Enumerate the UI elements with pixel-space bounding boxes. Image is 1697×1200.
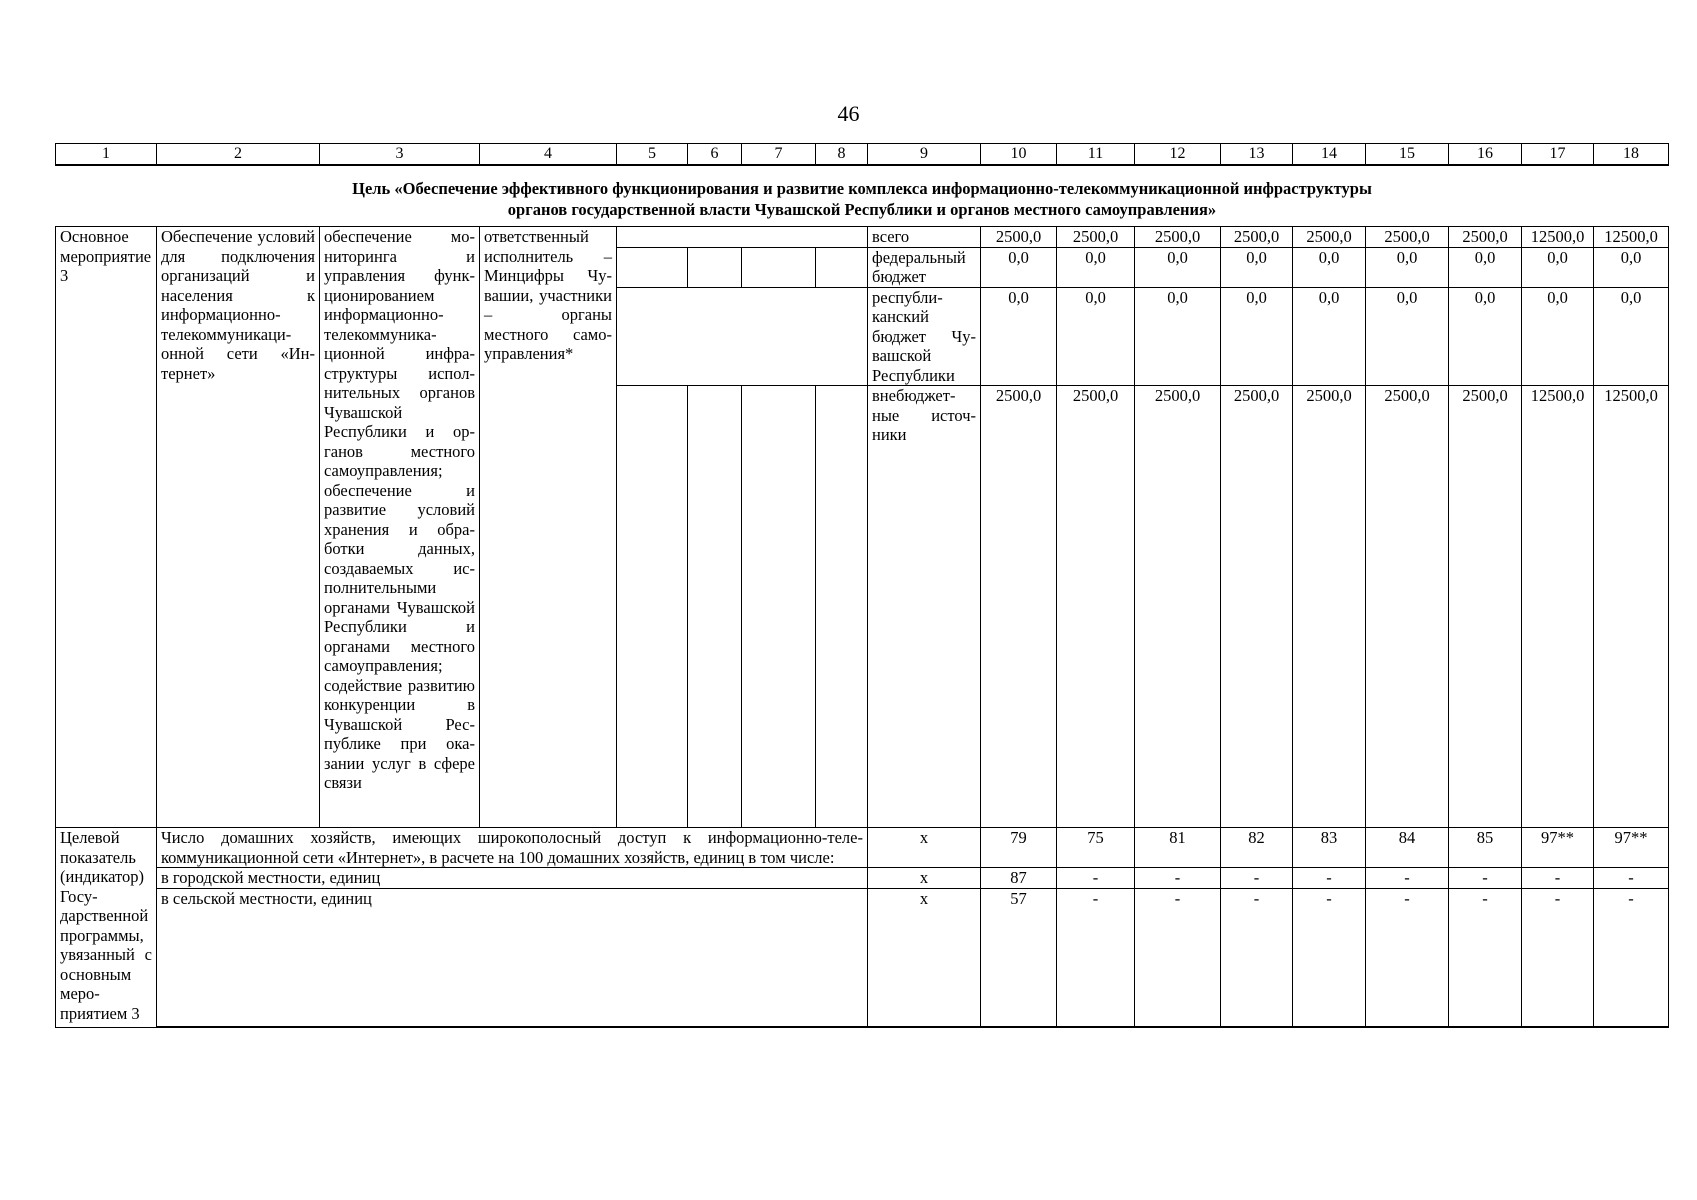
indicator-name: Число домашних хозяйств, имеющих широкополосный доступ к информационно-телекоммуникационной сети «Интернет», в расчете на 100 домашних хозяйств, единиц в том числе: — [157, 828, 868, 868]
empty-code-cell — [688, 386, 742, 828]
col-header: 16 — [1449, 144, 1522, 166]
indicator-value: 82 — [1221, 828, 1293, 868]
indicator-value: 75 — [1057, 828, 1135, 868]
funding-value: 0,0 — [1522, 247, 1594, 287]
indicator-value: - — [1449, 888, 1522, 1027]
indicator-value: - — [1135, 868, 1221, 889]
funding-value: 2500,0 — [1366, 227, 1449, 248]
funding-value: 0,0 — [1221, 247, 1293, 287]
col-header: 9 — [868, 144, 981, 166]
col-header: 4 — [480, 144, 617, 166]
col-header: 8 — [816, 144, 868, 166]
goal-row — [56, 165, 1669, 227]
funding-value: 0,0 — [1449, 287, 1522, 386]
empty-code-cell — [742, 386, 816, 828]
col-header: 1 — [56, 144, 157, 166]
goal-title-line1: Цель «Обеспечение эффективного функционирования и развитие комплекса информационно-телекоммуникационной инфраструктуры — [352, 179, 1372, 198]
indicator-value: - — [1293, 868, 1366, 889]
funding-value: 12500,0 — [1594, 227, 1669, 248]
funding-value: 2500,0 — [981, 227, 1057, 248]
indicator-row-rural — [56, 888, 1669, 1027]
funding-value: 2500,0 — [1366, 386, 1449, 828]
funding-value: 0,0 — [981, 287, 1057, 386]
col-header: 7 — [742, 144, 816, 166]
funding-value: 2500,0 — [1057, 227, 1135, 248]
col-header: 18 — [1594, 144, 1669, 166]
indicator-value: 87 — [981, 868, 1057, 889]
col-header: 11 — [1057, 144, 1135, 166]
empty-code-cell — [617, 227, 868, 248]
indicator-value: - — [1594, 868, 1669, 889]
funding-source: федеральный бюджет — [868, 247, 981, 287]
empty-code-cell — [617, 386, 688, 828]
indicator-value: - — [1221, 888, 1293, 1027]
funding-row-total — [56, 227, 1669, 248]
empty-code-cell — [816, 247, 868, 287]
funding-value: 0,0 — [1366, 287, 1449, 386]
indicator-value: 83 — [1293, 828, 1366, 868]
col-header: 13 — [1221, 144, 1293, 166]
funding-value: 0,0 — [1293, 247, 1366, 287]
activity-executor: ответственный исполнитель – Минцифры Чувашии, участники – органы местного самоуправления* — [480, 227, 617, 828]
indicator-unit: х — [868, 888, 981, 1027]
funding-value: 0,0 — [1057, 247, 1135, 287]
indicator-value: - — [1594, 888, 1669, 1027]
funding-value: 0,0 — [981, 247, 1057, 287]
funding-value: 12500,0 — [1594, 386, 1669, 828]
funding-value: 2500,0 — [1293, 227, 1366, 248]
indicator-unit: х — [868, 828, 981, 868]
indicator-value: - — [1366, 888, 1449, 1027]
column-number-row — [56, 144, 1669, 166]
empty-code-cell — [816, 386, 868, 828]
indicator-row-total — [56, 828, 1669, 868]
indicator-value: 85 — [1449, 828, 1522, 868]
indicator-value: 97** — [1594, 828, 1669, 868]
funding-value: 0,0 — [1293, 287, 1366, 386]
funding-source: республиканский бюджет Чувашской Республики — [868, 287, 981, 386]
funding-value: 2500,0 — [1449, 227, 1522, 248]
funding-source: внебюджетные источники — [868, 386, 981, 828]
empty-code-cell — [617, 287, 868, 386]
col-header: 5 — [617, 144, 688, 166]
funding-value: 2500,0 — [1135, 227, 1221, 248]
activity-label: Основное мероприятие 3 — [56, 227, 157, 828]
funding-value: 0,0 — [1522, 287, 1594, 386]
funding-value: 0,0 — [1135, 287, 1221, 386]
indicator-label: Целевой показатель (индикатор) Государственной программы, увязанный с основным мероприятием 3 — [56, 828, 157, 1028]
indicator-value: - — [1449, 868, 1522, 889]
indicator-value: 97** — [1522, 828, 1594, 868]
indicator-value: 57 — [981, 888, 1057, 1027]
funding-value: 12500,0 — [1522, 227, 1594, 248]
funding-value: 2500,0 — [1221, 227, 1293, 248]
col-header: 15 — [1366, 144, 1449, 166]
program-table — [55, 143, 1669, 1028]
indicator-value: - — [1522, 868, 1594, 889]
funding-source: всего — [868, 227, 981, 248]
col-header: 12 — [1135, 144, 1221, 166]
indicator-value: - — [1366, 868, 1449, 889]
goal-title — [56, 165, 1669, 227]
funding-value: 0,0 — [1594, 287, 1669, 386]
empty-code-cell — [617, 247, 688, 287]
funding-value: 0,0 — [1057, 287, 1135, 386]
col-header: 2 — [157, 144, 320, 166]
activity-name: Обеспечение условий для подключения организаций и населения к информационно-телекоммуникационной сети «Интернет» — [157, 227, 320, 828]
indicator-value: - — [1522, 888, 1594, 1027]
indicator-value: - — [1293, 888, 1366, 1027]
page-number: 46 — [837, 101, 860, 126]
indicator-value: - — [1135, 888, 1221, 1027]
funding-value: 2500,0 — [1221, 386, 1293, 828]
col-header: 14 — [1293, 144, 1366, 166]
funding-value: 0,0 — [1449, 247, 1522, 287]
indicator-name: в городской местности, единиц — [157, 868, 868, 889]
funding-value: 2500,0 — [1135, 386, 1221, 828]
funding-value: 0,0 — [1135, 247, 1221, 287]
col-header: 6 — [688, 144, 742, 166]
indicator-name: в сельской местности, единиц — [157, 888, 868, 1027]
indicator-value: - — [1057, 888, 1135, 1027]
indicator-value: 81 — [1135, 828, 1221, 868]
indicator-value: 79 — [981, 828, 1057, 868]
funding-value: 12500,0 — [1522, 386, 1594, 828]
funding-value: 2500,0 — [981, 386, 1057, 828]
funding-value: 0,0 — [1221, 287, 1293, 386]
funding-value: 0,0 — [1594, 247, 1669, 287]
col-header: 3 — [320, 144, 480, 166]
col-header: 17 — [1522, 144, 1594, 166]
indicator-value: - — [1221, 868, 1293, 889]
indicator-unit: х — [868, 868, 981, 889]
empty-code-cell — [742, 247, 816, 287]
col-header: 10 — [981, 144, 1057, 166]
indicator-value: 84 — [1366, 828, 1449, 868]
empty-code-cell — [688, 247, 742, 287]
goal-title-line2: органов государственной власти Чувашской Республики и органов местного самоуправления» — [507, 200, 1217, 219]
funding-value: 2500,0 — [1449, 386, 1522, 828]
indicator-row-urban — [56, 868, 1669, 889]
activity-description: обеспечение мониторинга и управления функционированием информационно-телекоммуникационной инфраструктуры исполнительных органов Чувашской Республики и органов местного самоуправления; обеспечение и развитие условий хранения и обработки данных, создаваемых исполнительными органами Чувашской Республики и органами местного самоуправления; содействие развитию конкуренции в Чувашской Республике при оказании услуг в сфере связи — [320, 227, 480, 828]
funding-value: 0,0 — [1366, 247, 1449, 287]
funding-value: 2500,0 — [1057, 386, 1135, 828]
indicator-value: - — [1057, 868, 1135, 889]
funding-value: 2500,0 — [1293, 386, 1366, 828]
